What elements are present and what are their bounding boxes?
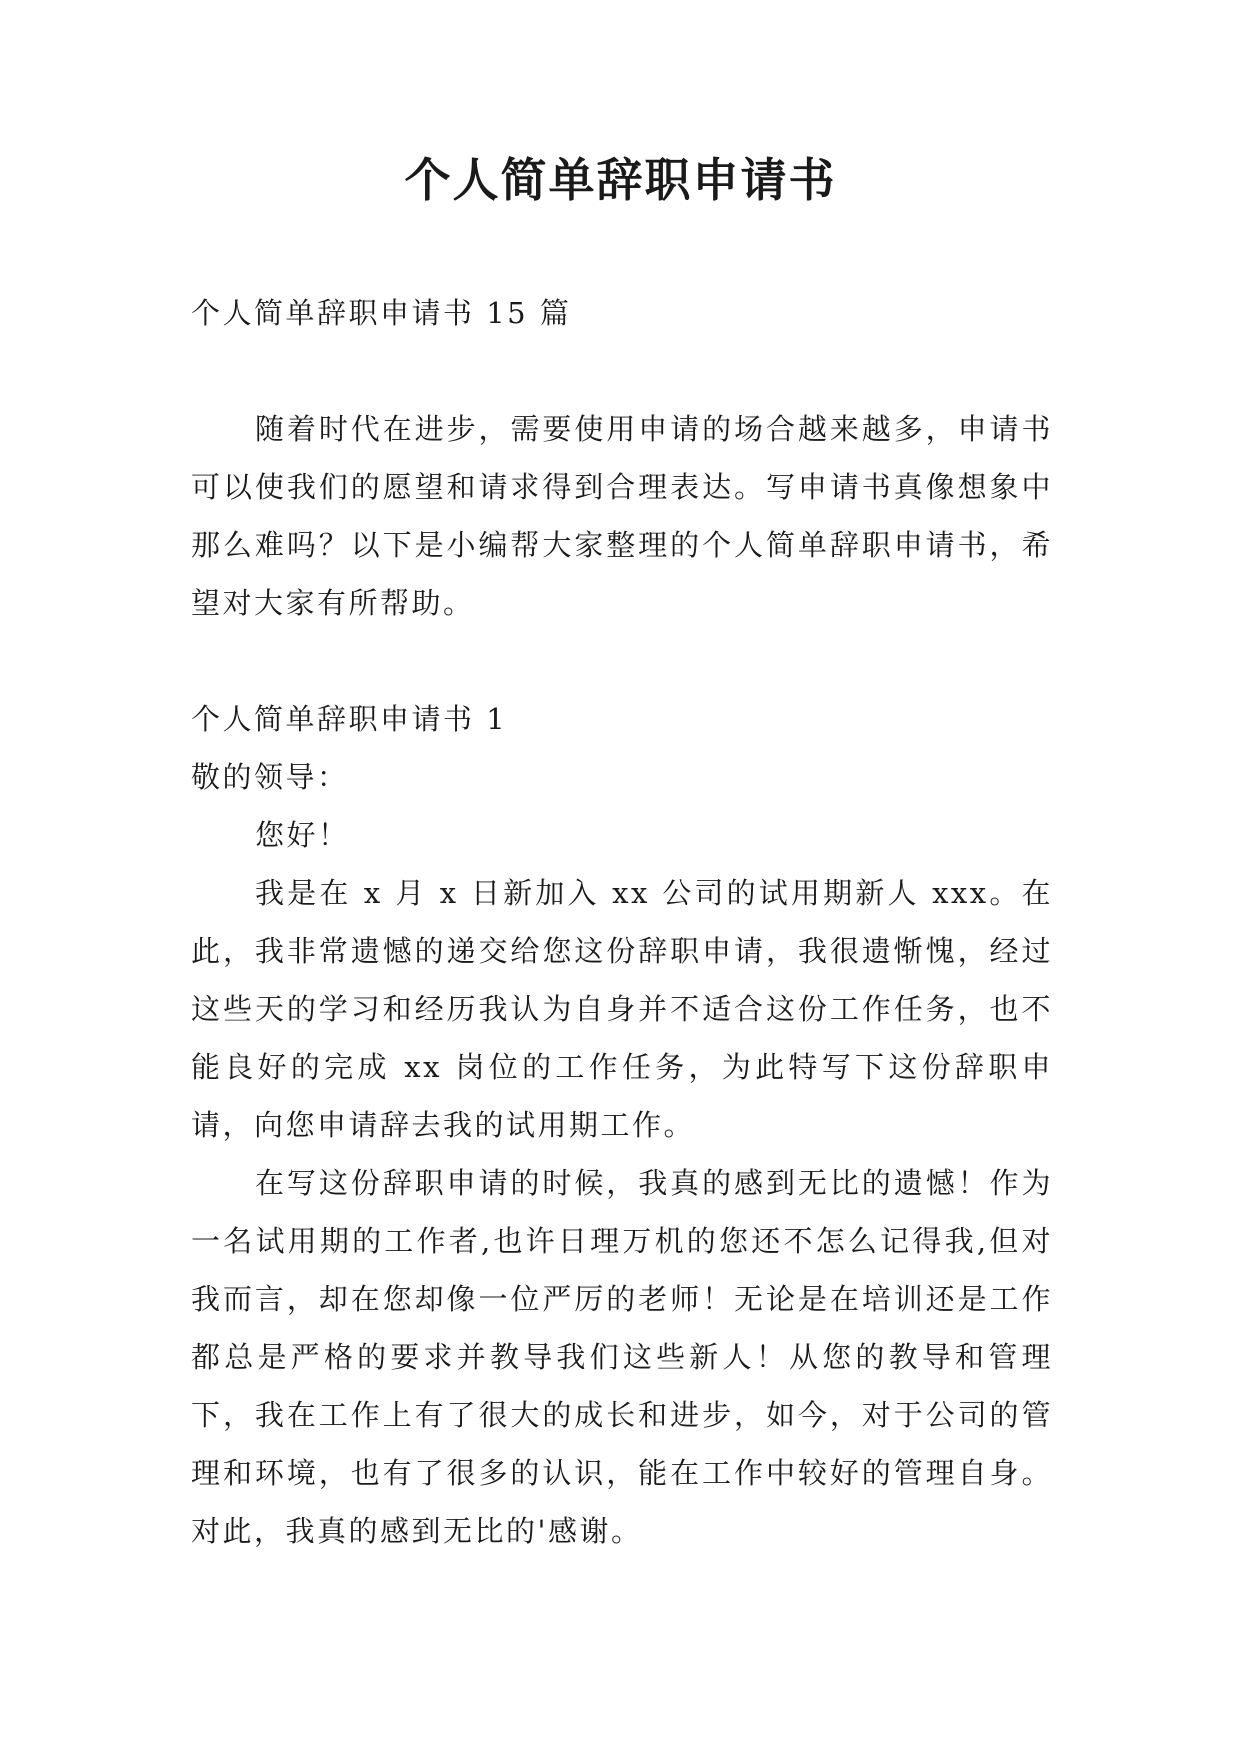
- greeting: 您好！: [255, 818, 350, 852]
- document-body: [191, 284, 1053, 1560]
- intro-paragraph: 随着时代在进步，需要使用申请的场合越来越多，申请书可以使我们的愿望和请求得到合理表达。写申请书真像想象中那么难吗？以下是小编帮大家整理的个人简单辞职申请书，希望对大家有所帮助。: [191, 412, 1053, 620]
- document-title: 个人简单辞职申请书: [404, 153, 837, 207]
- body-paragraph: 我是在 x 月 x 日新加入 xx 公司的试用期新人 xxx。在此，我非常遗憾的递交给您这份辞职申请，我很遗惭愧，经过这些天的学习和经历我认为自身并不适合这份工作任务，也不能良好的完成 xx 岗位的工作任务，为此特写下这份辞职申请，向您申请辞去我的试用期工作。: [191, 876, 1053, 1142]
- salutation: 敬的领导：: [191, 760, 349, 794]
- section-heading: 个人简单辞职申请书 1: [191, 702, 508, 736]
- body-paragraph: 在写这份辞职申请的时候，我真的感到无比的遗憾！作为一名试用期的工作者,也许日理万机的您还不怎么记得我,但对我而言，却在您却像一位严厉的老师！无论是在培训还是工作都总是严格的要求并教导我们这些新人！从您的教导和管理下，我在工作上有了很大的成长和进步，如今，对于公司的管理和环境，也有了很多的认识，能在工作中较好的管理自身。对此，我真的感到无比的'感谢。: [191, 1166, 1053, 1548]
- document-subtitle: 个人简单辞职申请书 15 篇: [191, 296, 572, 330]
